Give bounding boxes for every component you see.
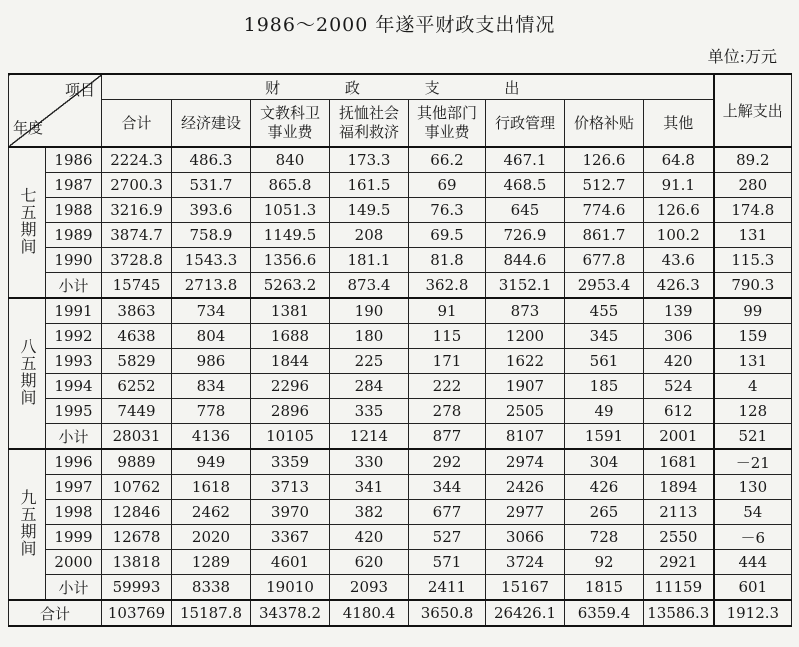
table-cell: 873.4 [330, 273, 409, 299]
table-cell: 861.7 [565, 223, 644, 248]
table-cell: 2224.3 [102, 147, 172, 173]
table-cell: 4136 [172, 424, 251, 450]
column-header: 经济建设 [172, 100, 251, 148]
row-label: 1995 [46, 399, 102, 424]
table-cell: 171 [409, 349, 486, 374]
table-cell: 185 [565, 374, 644, 399]
row-label: 1990 [46, 248, 102, 273]
table-row [9, 248, 792, 273]
table-row [9, 298, 792, 324]
table-cell: 2462 [172, 500, 251, 525]
group-header: 财 政 支 出 [102, 74, 714, 100]
table-cell: 1214 [330, 424, 409, 450]
table-row [9, 147, 792, 173]
table-cell: 6252 [102, 374, 172, 399]
table-cell: 393.6 [172, 198, 251, 223]
table-cell: 2953.4 [565, 273, 644, 299]
table-cell: 778 [172, 399, 251, 424]
table-cell: 949 [172, 449, 251, 475]
period-label: 七五期间 [9, 147, 46, 298]
table-cell: 8338 [172, 575, 251, 601]
column-header: 文教科卫 事业费 [251, 100, 330, 148]
table-row [9, 449, 792, 475]
table-cell: 790.3 [714, 273, 792, 299]
table-cell: 28031 [102, 424, 172, 450]
row-label: 1994 [46, 374, 102, 399]
table-cell: 2505 [486, 399, 565, 424]
table-cell: 91.1 [644, 173, 714, 198]
row-label: 1996 [46, 449, 102, 475]
table-cell: 444 [714, 550, 792, 575]
table-cell: 115.3 [714, 248, 792, 273]
table-cell: 10762 [102, 475, 172, 500]
table-cell: 1681 [644, 449, 714, 475]
table-cell: 89.2 [714, 147, 792, 173]
table-cell: 345 [565, 324, 644, 349]
table-cell: 8107 [486, 424, 565, 450]
table-row [9, 324, 792, 349]
table-cell: 1149.5 [251, 223, 330, 248]
table-row [9, 273, 792, 299]
table-cell: 1591 [565, 424, 644, 450]
table-cell: 64.8 [644, 147, 714, 173]
total-cell: 6359.4 [565, 600, 644, 626]
total-cell: 103769 [102, 600, 172, 626]
table-row [9, 374, 792, 399]
table-cell: 873 [486, 298, 565, 324]
table-cell: 2550 [644, 525, 714, 550]
table-cell: 15745 [102, 273, 172, 299]
table-cell: 2020 [172, 525, 251, 550]
row-label: 1997 [46, 475, 102, 500]
table-cell: 1381 [251, 298, 330, 324]
period-label: 八五期间 [9, 298, 46, 449]
table-cell: 131 [714, 223, 792, 248]
table-cell: 455 [565, 298, 644, 324]
table-cell: 382 [330, 500, 409, 525]
table-cell: 304 [565, 449, 644, 475]
table-row [9, 575, 792, 601]
expenditure-table [8, 73, 792, 627]
table-cell: 131 [714, 349, 792, 374]
column-header: 行政管理 [486, 100, 565, 148]
table-cell: 726.9 [486, 223, 565, 248]
row-label: 1991 [46, 298, 102, 324]
table-cell: 620 [330, 550, 409, 575]
row-label: 1992 [46, 324, 102, 349]
table-cell: 139 [644, 298, 714, 324]
table-cell: 4638 [102, 324, 172, 349]
table-cell: 91 [409, 298, 486, 324]
total-row [9, 600, 792, 626]
table-cell: 512.7 [565, 173, 644, 198]
table-cell: 2113 [644, 500, 714, 525]
total-cell: 26426.1 [486, 600, 565, 626]
table-cell: 341 [330, 475, 409, 500]
table-cell: 2700.3 [102, 173, 172, 198]
table-cell: 3367 [251, 525, 330, 550]
table-cell: 3216.9 [102, 198, 172, 223]
table-cell: 190 [330, 298, 409, 324]
table-cell: 420 [330, 525, 409, 550]
table-cell: 804 [172, 324, 251, 349]
table-row [9, 349, 792, 374]
total-cell: 15187.8 [172, 600, 251, 626]
row-label: 1987 [46, 173, 102, 198]
table-cell: 2896 [251, 399, 330, 424]
table-cell: 1618 [172, 475, 251, 500]
table-cell: 527 [409, 525, 486, 550]
table-cell: 612 [644, 399, 714, 424]
column-header: 价格补贴 [565, 100, 644, 148]
total-cell: 3650.8 [409, 600, 486, 626]
total-cell: 34378.2 [251, 600, 330, 626]
item-header: 项目 [64, 81, 95, 99]
table-cell: 426 [565, 475, 644, 500]
row-label: 1989 [46, 223, 102, 248]
column-header: 其他 [644, 100, 714, 148]
table-cell: 181.1 [330, 248, 409, 273]
table-cell: 774.6 [565, 198, 644, 223]
table-cell: 1894 [644, 475, 714, 500]
table-cell: 99 [714, 298, 792, 324]
table-cell: 3728.8 [102, 248, 172, 273]
table-cell: 76.3 [409, 198, 486, 223]
table-cell: 265 [565, 500, 644, 525]
table-cell: 180 [330, 324, 409, 349]
column-header: 合计 [102, 100, 172, 148]
table-cell: 1622 [486, 349, 565, 374]
table-cell: 126.6 [565, 147, 644, 173]
table-cell: 1051.3 [251, 198, 330, 223]
column-header: 其他部门 事业费 [409, 100, 486, 148]
table-cell: 844.6 [486, 248, 565, 273]
table-cell: 521 [714, 424, 792, 450]
table-cell: 877 [409, 424, 486, 450]
table-cell: 758.9 [172, 223, 251, 248]
table-cell: －21 [714, 449, 792, 475]
table-cell: 426.3 [644, 273, 714, 299]
table-cell: 128 [714, 399, 792, 424]
table-cell: 986 [172, 349, 251, 374]
table-cell: 2093 [330, 575, 409, 601]
table-cell: 2001 [644, 424, 714, 450]
corner-header-cell [9, 74, 102, 147]
table-cell: 54 [714, 500, 792, 525]
table-cell: 5829 [102, 349, 172, 374]
table-cell: 11159 [644, 575, 714, 601]
table-row [9, 198, 792, 223]
row-label: 1986 [46, 147, 102, 173]
table-row [9, 525, 792, 550]
table-cell: 208 [330, 223, 409, 248]
table-cell: 3863 [102, 298, 172, 324]
table-cell: 734 [172, 298, 251, 324]
table-row [9, 173, 792, 198]
table-cell: 344 [409, 475, 486, 500]
table-cell: 1844 [251, 349, 330, 374]
table-cell: 2977 [486, 500, 565, 525]
table-cell: 3724 [486, 550, 565, 575]
total-cell: 4180.4 [330, 600, 409, 626]
table-cell: 2426 [486, 475, 565, 500]
table-cell: 601 [714, 575, 792, 601]
table-cell: 420 [644, 349, 714, 374]
row-label: 1999 [46, 525, 102, 550]
table-cell: 645 [486, 198, 565, 223]
row-label: 1988 [46, 198, 102, 223]
table-cell: 1356.6 [251, 248, 330, 273]
table-cell: 677.8 [565, 248, 644, 273]
table-cell: 2921 [644, 550, 714, 575]
table-cell: 728 [565, 525, 644, 550]
table-cell: 3713 [251, 475, 330, 500]
table-cell: 467.1 [486, 147, 565, 173]
table-cell: 531.7 [172, 173, 251, 198]
table-cell: 173.3 [330, 147, 409, 173]
table-cell: 49 [565, 399, 644, 424]
total-cell: 13586.3 [644, 600, 714, 626]
table-cell: 5263.2 [251, 273, 330, 299]
table-cell: 571 [409, 550, 486, 575]
table-cell: 3359 [251, 449, 330, 475]
table-cell: 1289 [172, 550, 251, 575]
table-cell: 865.8 [251, 173, 330, 198]
table-cell: 92 [565, 550, 644, 575]
table-cell: －6 [714, 525, 792, 550]
row-label: 小计 [46, 575, 102, 601]
table-cell: 69 [409, 173, 486, 198]
column-header: 抚恤社会 福利救济 [330, 100, 409, 148]
table-cell: 278 [409, 399, 486, 424]
table-cell: 2411 [409, 575, 486, 601]
table-cell: 19010 [251, 575, 330, 601]
table-cell: 4 [714, 374, 792, 399]
table-cell: 2296 [251, 374, 330, 399]
table-cell: 335 [330, 399, 409, 424]
table-cell: 161.5 [330, 173, 409, 198]
table-cell: 1907 [486, 374, 565, 399]
table-row [9, 550, 792, 575]
period-label: 九五期间 [9, 449, 46, 600]
table-cell: 69.5 [409, 223, 486, 248]
unit-label: 单位:万元 [707, 47, 777, 66]
table-cell: 468.5 [486, 173, 565, 198]
table-row [9, 223, 792, 248]
table-cell: 840 [251, 147, 330, 173]
year-header: 年度 [13, 119, 44, 137]
table-cell: 9889 [102, 449, 172, 475]
table-cell: 834 [172, 374, 251, 399]
table-cell: 280 [714, 173, 792, 198]
row-label: 2000 [46, 550, 102, 575]
table-cell: 524 [644, 374, 714, 399]
table-cell: 126.6 [644, 198, 714, 223]
row-label: 1993 [46, 349, 102, 374]
table-cell: 43.6 [644, 248, 714, 273]
table-cell: 12678 [102, 525, 172, 550]
table-cell: 149.5 [330, 198, 409, 223]
table-cell: 677 [409, 500, 486, 525]
row-label: 1998 [46, 500, 102, 525]
table-cell: 486.3 [172, 147, 251, 173]
page-title: 1986～2000 年遂平财政支出情况 [243, 14, 556, 36]
table-cell: 174.8 [714, 198, 792, 223]
row-label: 小计 [46, 273, 102, 299]
table-row [9, 500, 792, 525]
table-cell: 3066 [486, 525, 565, 550]
table-cell: 115 [409, 324, 486, 349]
table-cell: 2974 [486, 449, 565, 475]
table-cell: 306 [644, 324, 714, 349]
table-cell: 130 [714, 475, 792, 500]
table-cell: 81.8 [409, 248, 486, 273]
table-cell: 7449 [102, 399, 172, 424]
table-cell: 225 [330, 349, 409, 374]
table-row [9, 399, 792, 424]
total-label: 合计 [9, 600, 102, 626]
table-cell: 1200 [486, 324, 565, 349]
table-cell: 4601 [251, 550, 330, 575]
remit-header: 上解支出 [714, 74, 792, 147]
table-cell: 330 [330, 449, 409, 475]
total-cell: 1912.3 [714, 600, 792, 626]
table-cell: 3970 [251, 500, 330, 525]
table-cell: 1688 [251, 324, 330, 349]
table-cell: 284 [330, 374, 409, 399]
table-cell: 1543.3 [172, 248, 251, 273]
table-cell: 362.8 [409, 273, 486, 299]
row-label: 小计 [46, 424, 102, 450]
table-row [9, 475, 792, 500]
table-cell: 66.2 [409, 147, 486, 173]
table-cell: 12846 [102, 500, 172, 525]
table-cell: 2713.8 [172, 273, 251, 299]
table-cell: 292 [409, 449, 486, 475]
table-cell: 3152.1 [486, 273, 565, 299]
table-cell: 10105 [251, 424, 330, 450]
table-cell: 159 [714, 324, 792, 349]
table-cell: 59993 [102, 575, 172, 601]
table-cell: 222 [409, 374, 486, 399]
table-cell: 13818 [102, 550, 172, 575]
table-cell: 561 [565, 349, 644, 374]
table-cell: 100.2 [644, 223, 714, 248]
table-cell: 3874.7 [102, 223, 172, 248]
table-row [9, 424, 792, 450]
table-cell: 15167 [486, 575, 565, 601]
table-cell: 1815 [565, 575, 644, 601]
